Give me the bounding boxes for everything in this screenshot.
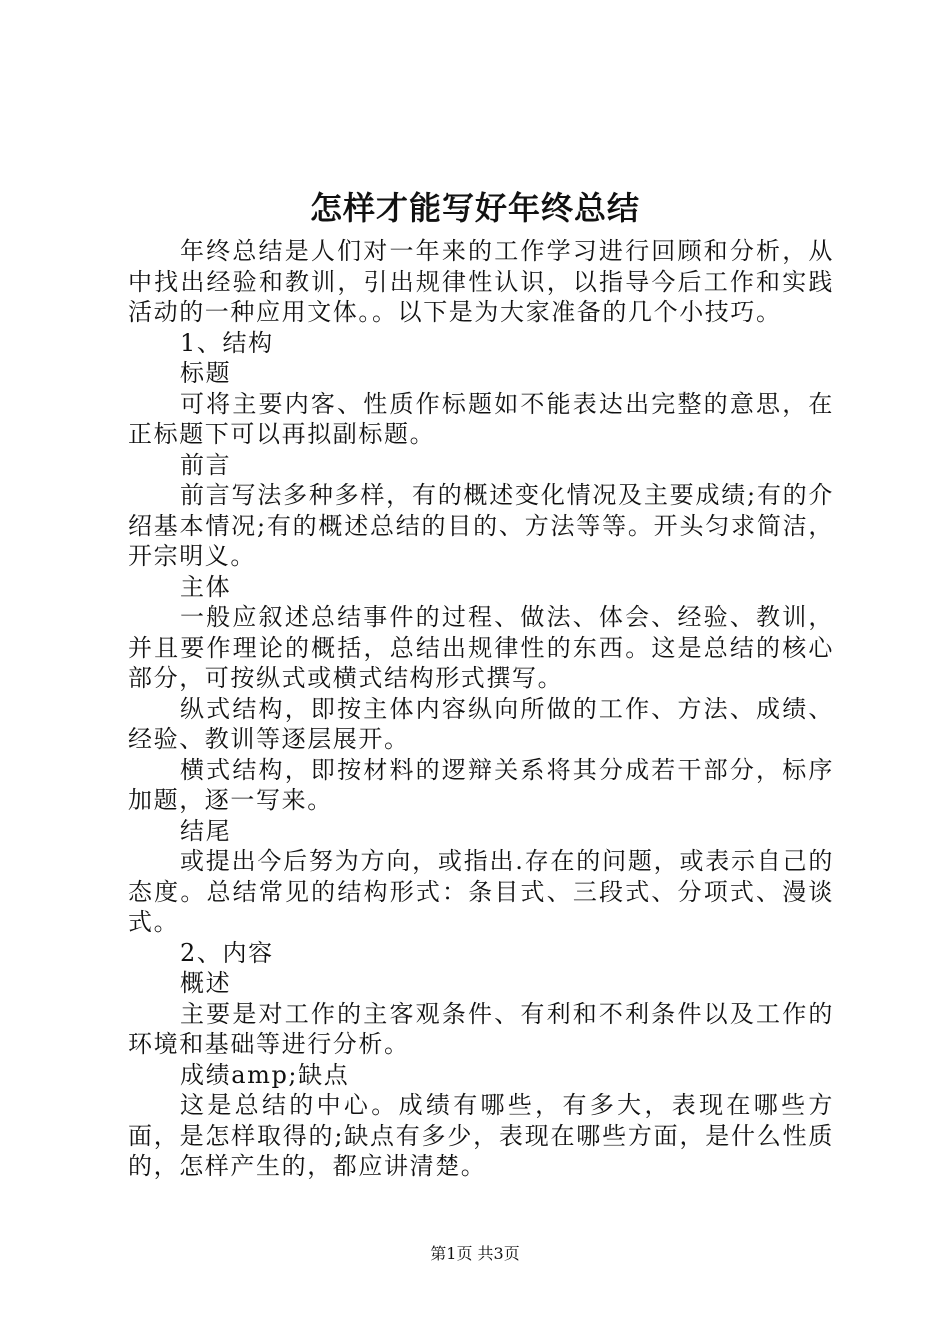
paragraph-preface-desc: 前言写法多种多样，有的概述变化情况及主要成绩;有的介绍基本情况;有的概述总结的目的、方法等等。开头匀求简洁，开宗明义。 (128, 481, 834, 570)
subheading-achievements-shortcomings: 成绩amp;缺点 (180, 1060, 350, 1089)
paragraph-vertical-structure: 纵式结构，即按主体内容纵向所做的工作、方法、成绩、经验、教训等逐层展开。 (128, 694, 834, 753)
subheading-title: 标题 (180, 359, 232, 387)
subheading-overview: 概述 (180, 969, 232, 997)
document-body (128, 236, 834, 1182)
subheading-ending: 结尾 (180, 816, 232, 845)
subheading-main-body: 主体 (180, 572, 232, 601)
paragraph-ending-desc: 或提出今后努为方向，或指出.存在的问题，或表示自己的态度。总结常见的结构形式：条目式、三段式、分项式、漫谈式。 (128, 847, 834, 936)
page-footer: 第1页 共3页 (430, 1244, 520, 1263)
paragraph-horizontal-structure: 横式结构，即按材料的逻辩关系将其分成若干部分，标序加题，逐一写来。 (128, 755, 834, 814)
paragraph-title-desc: 可将主要内客、性质作标题如不能表达出完整的意思，在正标题下可以再拟副标题。 (128, 389, 834, 448)
paragraph-main-body-desc: 一般应叙述总结事件的过程、做法、体会、经验、教训，并且要作理论的概括，总结出规律性的东西。这是总结的核心部分，可按纵式或横式结构形式撰写。 (128, 603, 834, 692)
paragraph-intro: 年终总结是人们对一年来的工作学习进行回顾和分析，从中找出经验和教训，引出规律性认识，以指导今后工作和实践活动的一种应用文体。。以下是为大家准备的几个小技巧。 (128, 237, 834, 326)
section-heading-content: 2、内容 (180, 938, 274, 967)
paragraph-overview-desc: 主要是对工作的主客观条件、有利和不利条件以及工作的环境和基础等进行分析。 (128, 999, 834, 1058)
paragraph-achievements-desc: 这是总结的中心。成绩有哪些，有多大，表现在哪些方面，是怎样取得的;缺点有多少，表现在哪些方面，是什么性质的，怎样产生的，都应讲清楚。 (128, 1091, 834, 1180)
section-heading-structure: 1、结构 (180, 328, 274, 357)
subheading-preface: 前言 (180, 450, 232, 479)
document-title: 怎样才能写好年终总结 (309, 189, 640, 227)
